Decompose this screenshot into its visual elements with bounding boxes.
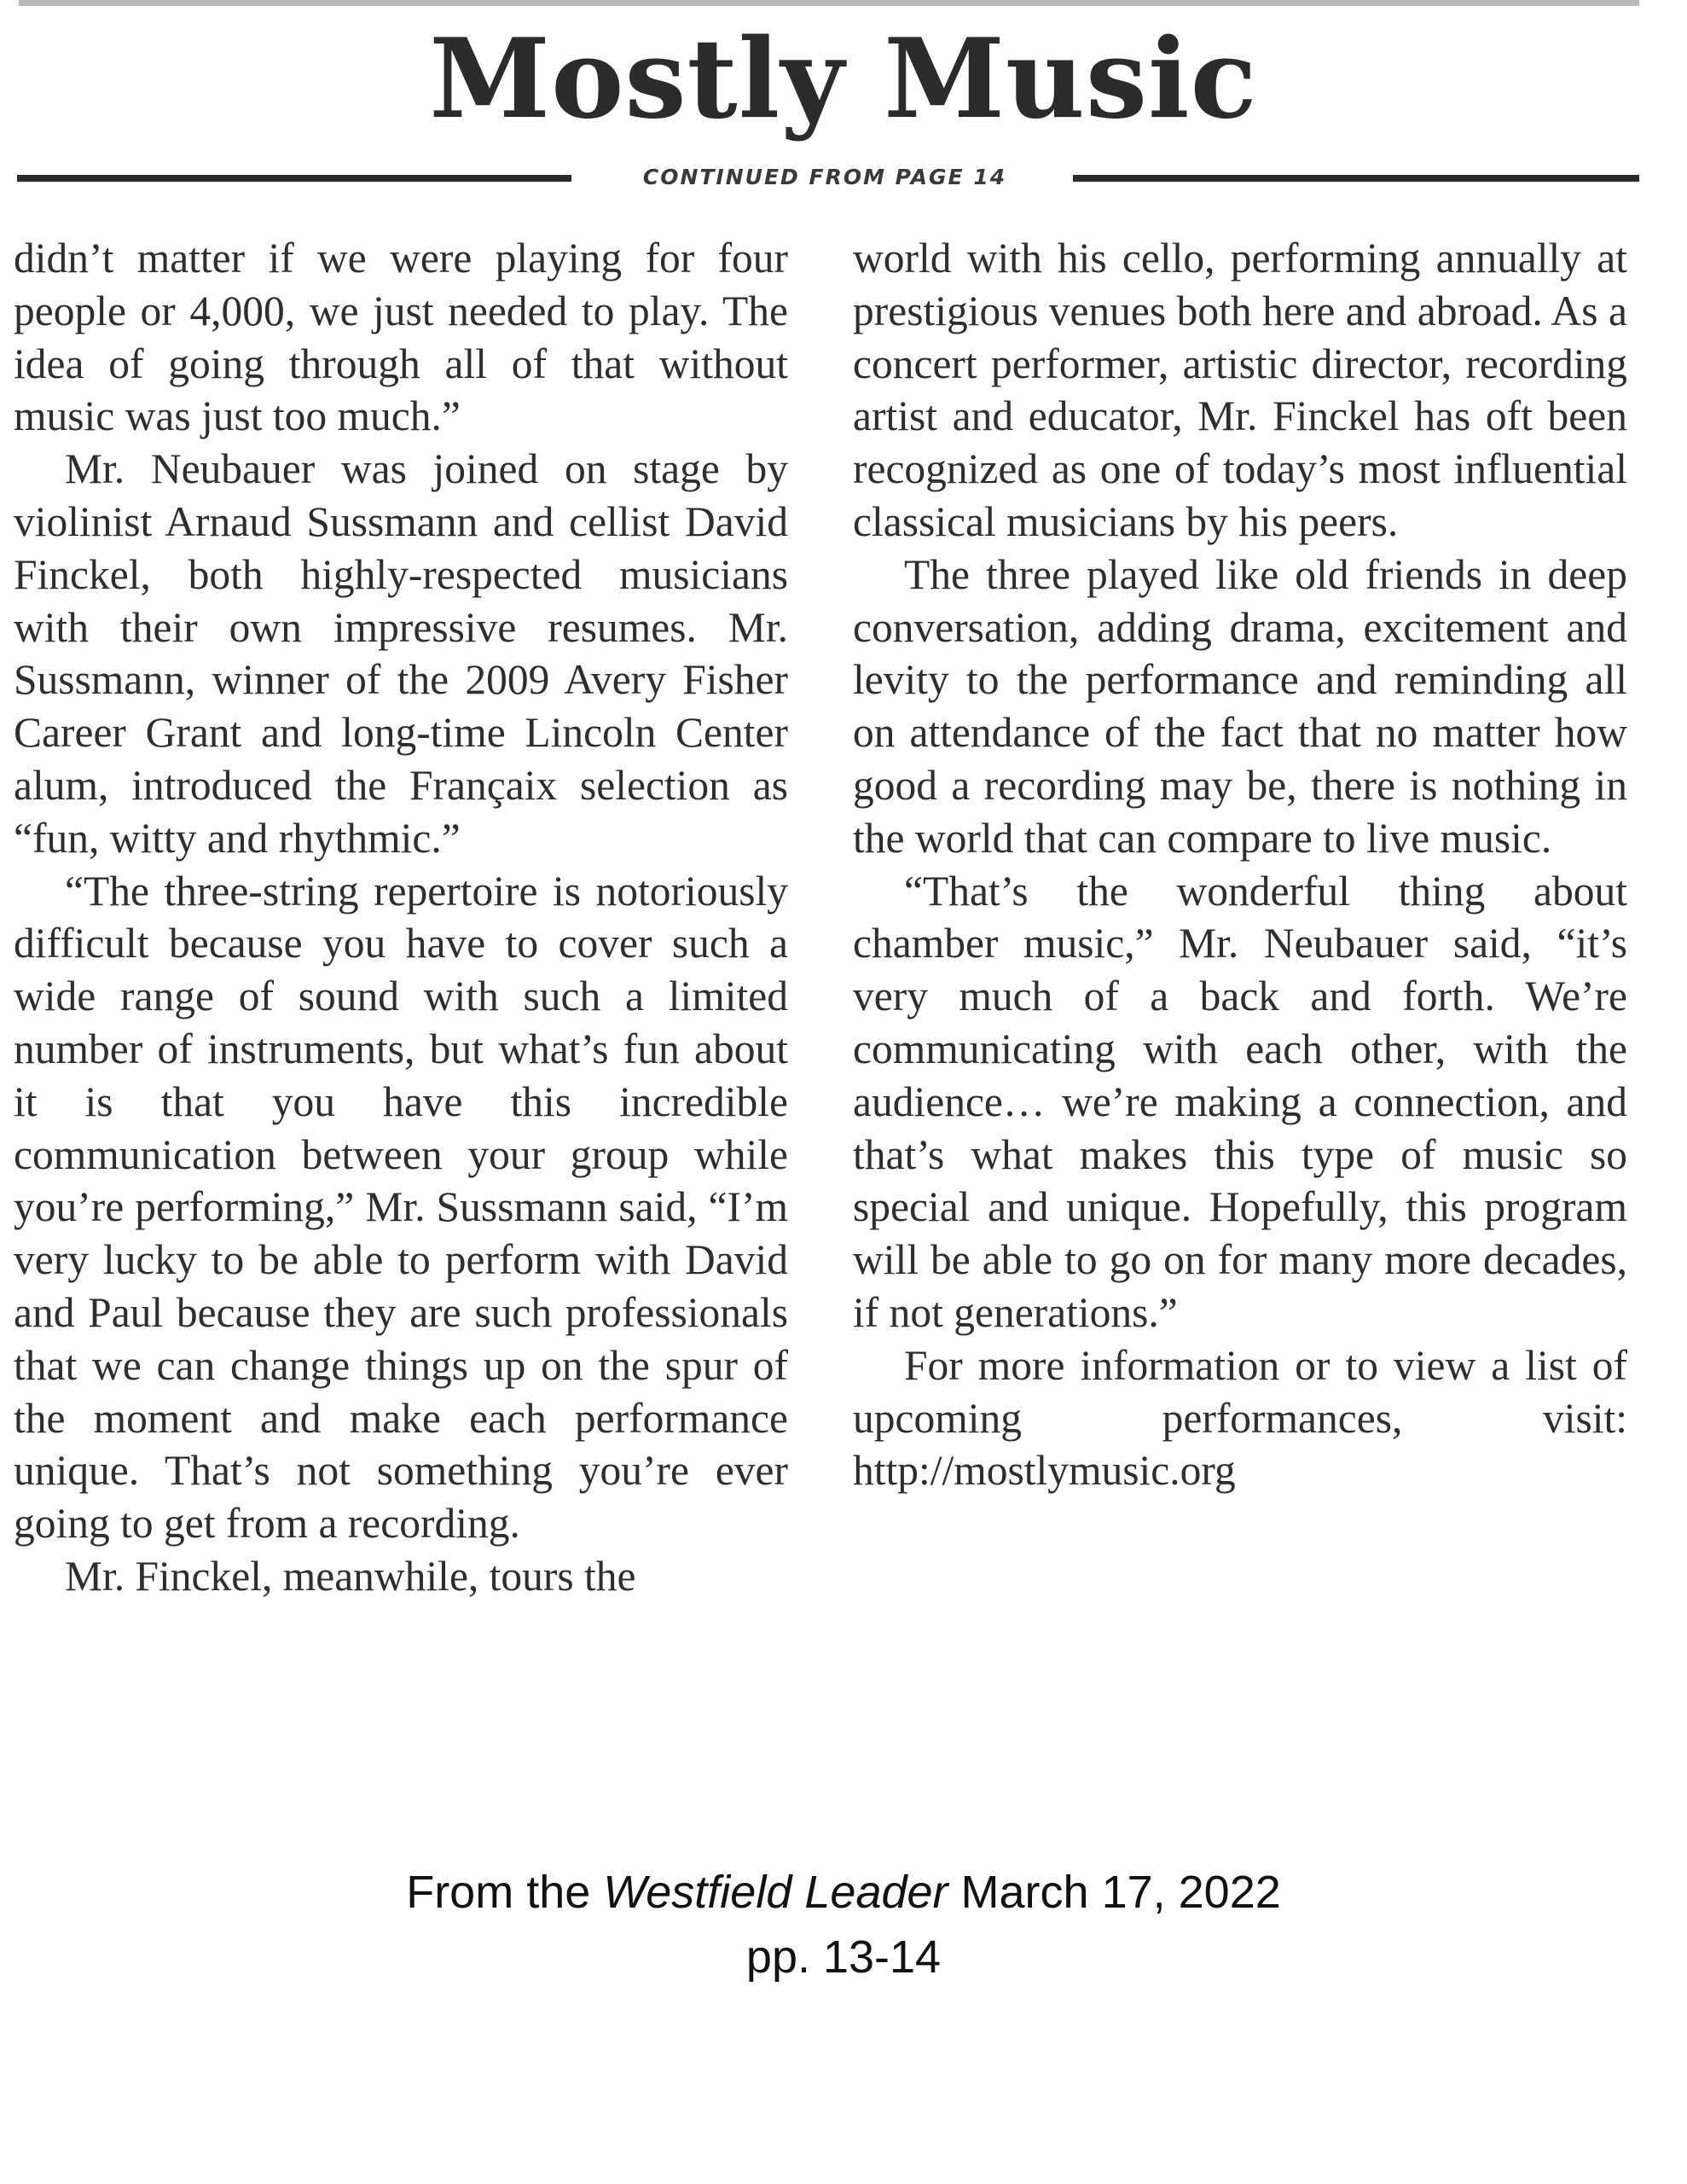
source-citation-line — [0, 1860, 1687, 1925]
caption-prefix: From the — [406, 1867, 604, 1918]
article-column-left — [14, 232, 788, 1603]
continued-from-label: CONTINUED FROM PAGE 14 — [642, 165, 1007, 189]
publication-date: March 17, 2022 — [948, 1867, 1281, 1918]
section-masthead-title: Mostly Music — [429, 15, 1258, 143]
banner-rule-left — [17, 175, 571, 182]
article-paragraph: world with his cello, performing annually at prestigious venues both here and abroad. As a concert performer, artistic director, recording artist and educator, Mr. Finckel has oft been recognized as one of today’s most influential classical musicians by his peers. — [853, 235, 1627, 545]
article-paragraph: For more information or to view a list of upcoming performances, visit: http://mostlymusic.org — [853, 1341, 1627, 1495]
continued-from-banner — [17, 165, 1639, 190]
banner-rule-right — [1073, 175, 1639, 182]
article-paragraph: didn’t matter if we were playing for four people or 4,000, we just needed to play. The idea of going through all of that without music was just too much.” — [14, 235, 788, 440]
publication-name: Westfield Leader — [603, 1867, 948, 1918]
article-paragraph: “That’s the wonderful thing about chamber music,” Mr. Neubauer said, “it’s very much of a back and forth. We’re communicating with each other, with the audience… we’re making a connection, and that’s what makes this type of music so special and unique. Hopefully, this program will be able to go on for many more decades, if not generations.” — [853, 867, 1627, 1336]
article-paragraph: The three played like old friends in deep conversation, adding drama, excitement and levity to the performance and reminding all on attendance of the fact that no matter how good a recording may be, there is nothing in the world that can compare to live music. — [853, 550, 1627, 862]
article-paragraph: Mr. Finckel, meanwhile, tours the — [65, 1552, 636, 1600]
page-range: pp. 13-14 — [745, 1931, 942, 1983]
article-column-right — [853, 232, 1627, 1497]
article-paragraph: Mr. Neubauer was joined on stage by violinist Arnaud Sussmann and cellist David Finckel, both highly-respected musicians with their own impressive resumes. Mr. Sussmann, winner of the 2009 Avery Fisher Career Grant and long-time Lincoln Center alum, introduced the Françaix selection as “fun, witty and rhythmic.” — [14, 445, 788, 862]
source-caption — [0, 1860, 1687, 1989]
article-paragraph: “The three-string repertoire is notoriously difficult because you have to cover such a wide range of sound with such a limited number of instruments, but what’s fun about it is that you have this incredible communication between your group while you’re performing,” Mr. Sussmann said, “I’m very lucky to be able to perform with David and Paul because they are such professionals that we can change things up on the spur of the moment and make each performance unique. That’s not something you’re ever going to get from a recording. — [14, 867, 788, 1548]
top-border-rule — [19, 0, 1639, 6]
